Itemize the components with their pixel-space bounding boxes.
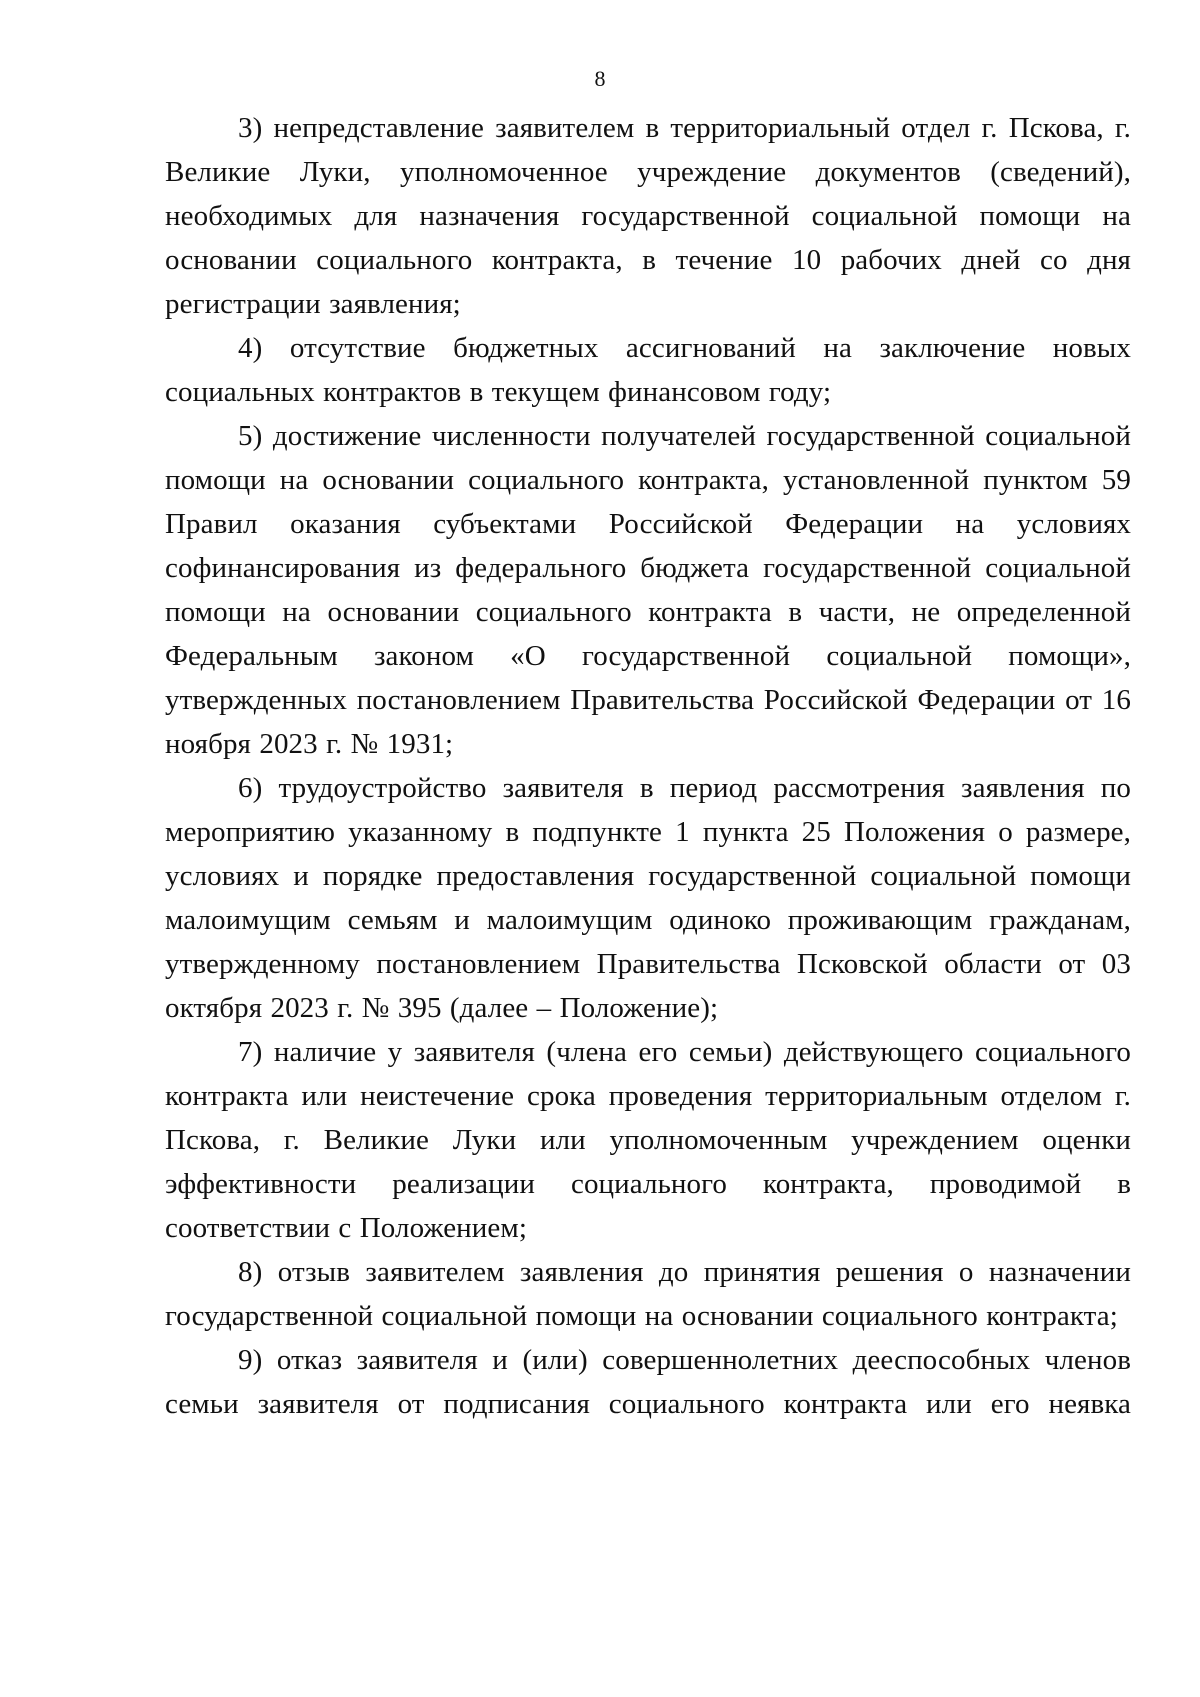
paragraph-item-7: 7) наличие у заявителя (члена его семьи) действующего социального контракта или неистечение срока проведения территориальным отделом г. Пскова, г. Великие Луки или уполномоченным учреждением оценки эффективности реализации социального контракта, проводимой в соответствии с Положением;	[165, 1036, 1131, 1244]
paragraph-item-3: 3) непредставление заявителем в территориальный отдел г. Пскова, г. Великие Луки, уполномоченное учреждение документов (сведений), необходимых для назначения государственной социальной помощи на основании социального контракта, в течение 10 рабочих дней со дня регистрации заявления;	[165, 112, 1131, 320]
paragraph-item-8: 8) отзыв заявителем заявления до принятия решения о назначении государственной социальной помощи на основании социального контракта;	[165, 1256, 1131, 1332]
paragraph-item-6: 6) трудоустройство заявителя в период рассмотрения заявления по мероприятию указанному в подпункте 1 пункта 25 Положения о размере, условиях и порядке предоставления государственной социальной помощи малоимущим семьям и малоимущим одиноко проживающим гражданам, утвержденному постановлением Правительства Псковской области от 03 октября 2023 г. № 395 (далее – Положение);	[165, 772, 1131, 1024]
document-body	[165, 106, 1131, 1426]
paragraph-item-5: 5) достижение численности получателей государственной социальной помощи на основании социального контракта, установленной пунктом 59 Правил оказания субъектами Российской Федерации на условиях софинансирования из федерального бюджета государственной социальной помощи на основании социального контракта в части, не определенной Федеральным законом «О государственной социальной помощи», утвержденных постановлением Правительства Российской Федерации от 16 ноября 2023 г. № 1931;	[165, 420, 1131, 760]
paragraph-item-9: 9) отказ заявителя и (или) совершеннолетних дееспособных членов семьи заявителя от подписания социального контракта или его неявка	[165, 1344, 1131, 1420]
paragraph-item-4: 4) отсутствие бюджетных ассигнований на заключение новых социальных контрактов в текущем финансовом году;	[165, 332, 1131, 408]
page-number: 8	[594, 66, 606, 91]
